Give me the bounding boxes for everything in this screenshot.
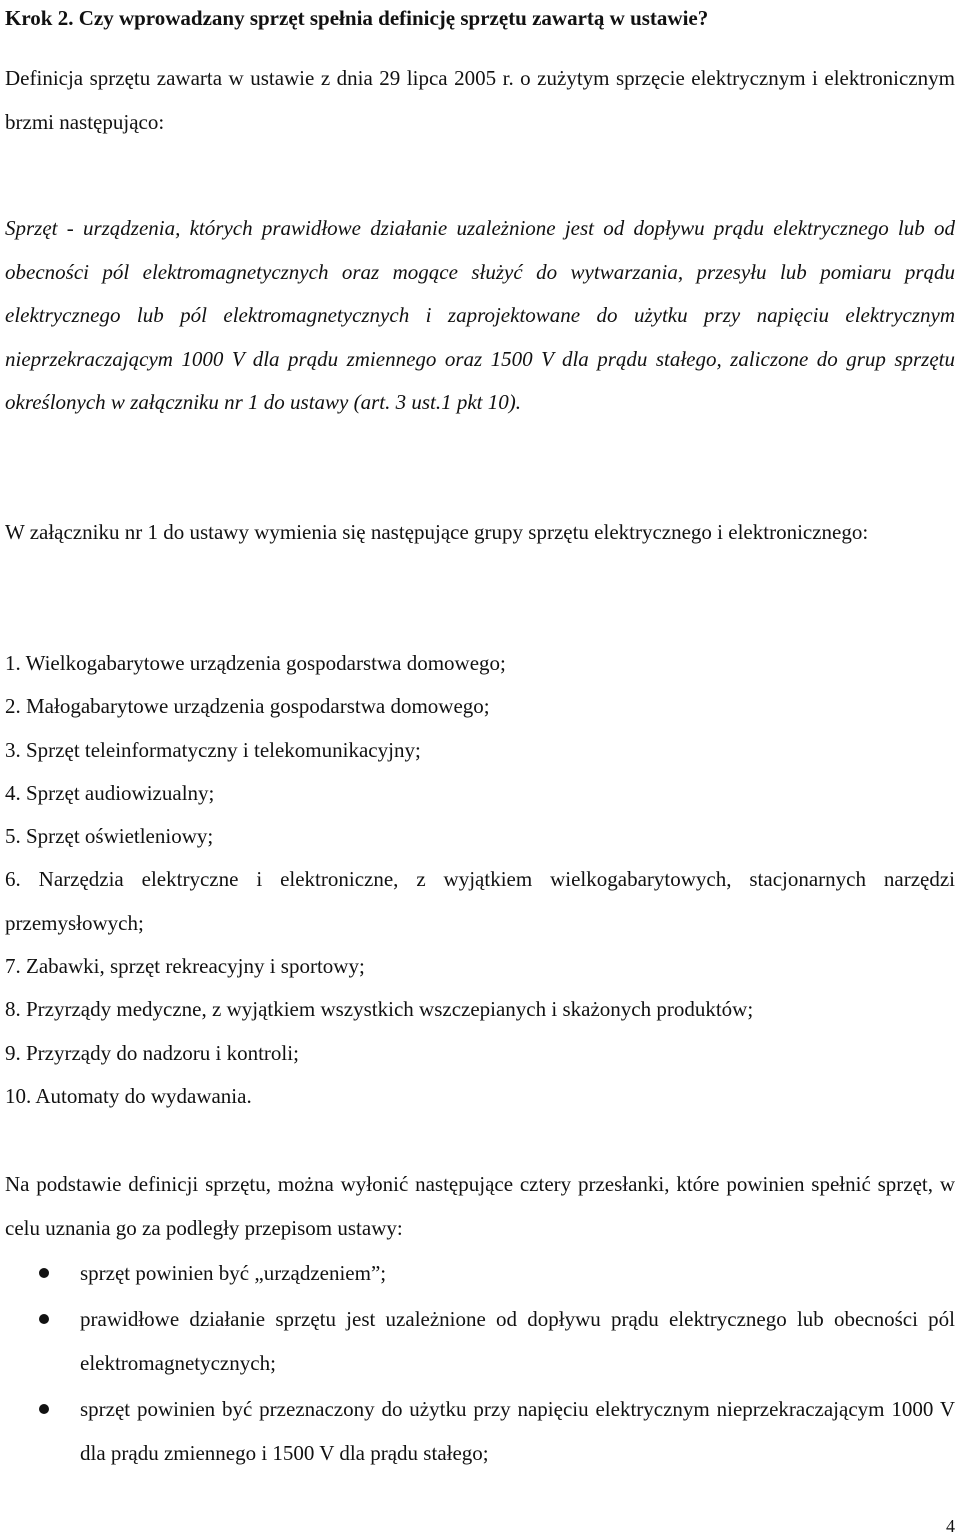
condition-text: sprzęt powinien być „urządzeniem”; xyxy=(80,1261,387,1285)
page-number: 4 xyxy=(946,1516,955,1536)
groups-intro-paragraph: W załączniku nr 1 do ustawy wymienia się następujące grupy sprzętu elektrycznego i elektronicznego: xyxy=(5,520,869,544)
list-item: 6. Narzędzia elektryczne i elektroniczne, z wyjątkiem wielkogabarytowych, stacjonarnych narzędzi przemysłowych; xyxy=(5,867,955,935)
list-item xyxy=(5,1297,955,1385)
list-item xyxy=(5,1387,955,1475)
condition-text: prawidłowe działanie sprzętu jest uzależnione od dopływu prądu elektrycznego lub obecności pól elektromagnetycznych; xyxy=(80,1307,955,1375)
list-item: 1. Wielkogabarytowe urządzenia gospodarstwa domowego; xyxy=(5,651,506,675)
condition-text: sprzęt powinien być przeznaczony do użytku przy napięciu elektrycznym nieprzekraczającym 1000 V dla prądu zmiennego i 1500 V dla prądu stałego; xyxy=(80,1397,955,1465)
list-item: 2. Małogabarytowe urządzenia gospodarstwa domowego; xyxy=(5,694,490,719)
definition-paragraph: Sprzęt - urządzenia, których prawidłowe działanie uzależnione jest od dopływu prądu elektrycznego lub od obecności pól elektromagnetycznych oraz mogące służyć do wytwarzania, przesyłu lub pomiaru prądu elektrycznego lub pól elektromagnetycznych i zaprojektowane do użytku przy napięciu elektrycznym nieprzekraczającym 1000 V dla prądu zmiennego oraz 1500 V dla prądu stałego, zaliczone do grup sprzętu określonych w załączniku nr 1 do ustawy (art. 3 ust.1 pkt 10). xyxy=(5,216,955,414)
list-item: 4. Sprzęt audiowizualny; xyxy=(5,780,215,805)
list-item: 5. Sprzęt oświetleniowy; xyxy=(5,824,214,849)
bullet-icon xyxy=(39,1268,49,1278)
list-item: 10. Automaty do wydawania. xyxy=(5,1083,252,1108)
bullet-icon xyxy=(39,1314,49,1324)
conditions-intro-paragraph: Na podstawie definicji sprzętu, można wyłonić następujące cztery przesłanki, które powinien spełnić sprzęt, w celu uznania go za podległy przepisom ustawy: xyxy=(5,1172,955,1240)
list-item: 8. Przyrządy medyczne, z wyjątkiem wszystkich wszczepianych i skażonych produktów; xyxy=(5,997,754,1022)
step-heading: Krok 2. Czy wprowadzany sprzęt spełnia definicję sprzętu zawartą w ustawie? xyxy=(5,6,709,30)
equipment-groups-list xyxy=(5,642,955,1118)
list-item: 3. Sprzęt teleinformatyczny i telekomunikacyjny; xyxy=(5,737,421,762)
intro-paragraph: Definicja sprzętu zawarta w ustawie z dnia 29 lipca 2005 r. o zużytym sprzęcie elektrycznym i elektronicznym brzmi następująco: xyxy=(5,66,955,134)
list-item: 9. Przyrządy do nadzoru i kontroli; xyxy=(5,1040,299,1065)
list-item: 7. Zabawki, sprzęt rekreacyjny i sportowy; xyxy=(5,954,365,979)
conditions-list xyxy=(5,1251,955,1477)
list-item xyxy=(5,1251,955,1295)
bullet-icon xyxy=(39,1404,49,1414)
